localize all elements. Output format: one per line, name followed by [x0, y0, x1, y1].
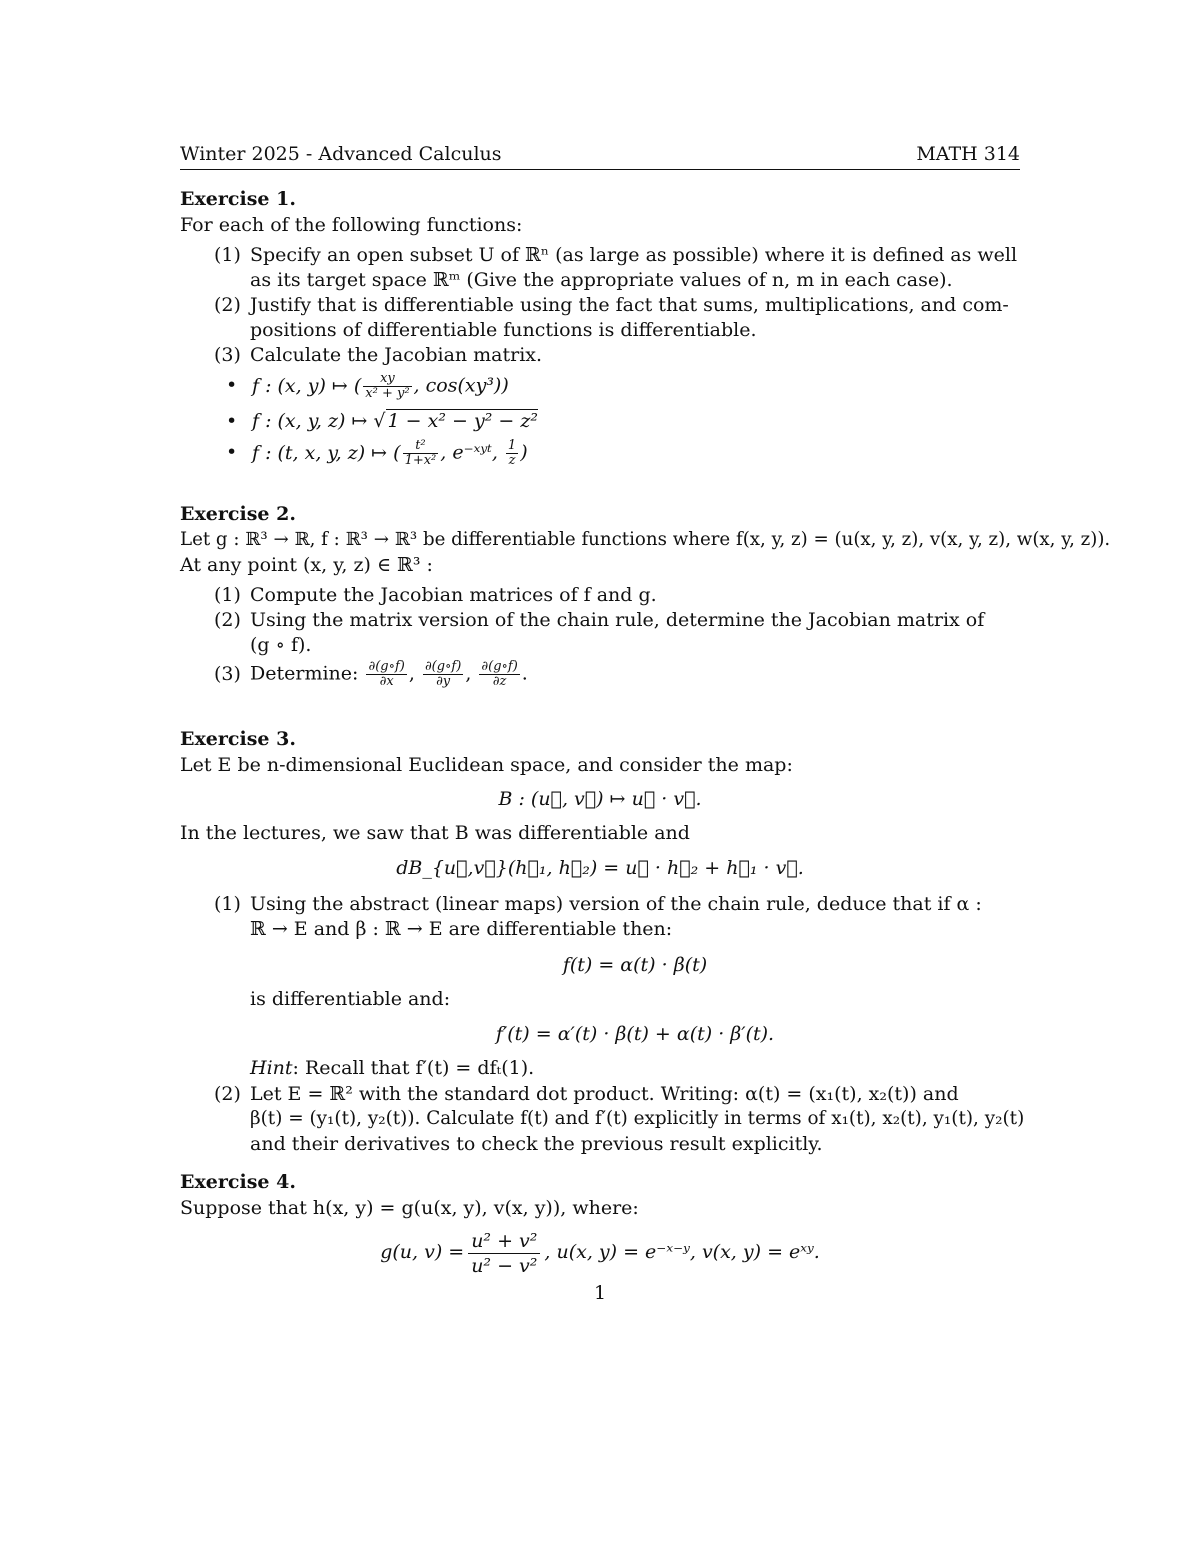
item-number: (1): [214, 584, 241, 606]
exercise-2-item-2: [214, 607, 1200, 633]
item-number: (3): [214, 344, 241, 366]
func-3-denominator: 1+x²: [404, 453, 437, 468]
func-3-numerator-2: 1: [507, 438, 517, 453]
g-denominator: u² − v²: [471, 1254, 538, 1277]
exercise-1-intro: For each of the following functions:: [180, 214, 523, 236]
func-3-fraction-2: [506, 439, 518, 468]
item-number: (2): [214, 1083, 241, 1105]
exercise-1-item-2-cont: positions of differentiable functions is differentiable.: [250, 319, 757, 341]
func-3-suffix: ): [520, 441, 528, 464]
item-text: Specify an open subset U of ℝⁿ (as large as possible) where it is defined as well: [250, 244, 1018, 266]
func-1-denominator: x² + y²: [365, 386, 410, 401]
func-2-radicand: 1 − x² − y² − z²: [387, 410, 538, 432]
exercise-3-item-2: [214, 1081, 1200, 1107]
g-numerator: u² + v²: [468, 1229, 540, 1254]
document-page: [180, 0, 1111, 1553]
item-number: (1): [214, 244, 241, 266]
exercise-1-item-2: [214, 292, 1200, 318]
item-text: Using the abstract (linear maps) version of the chain rule, deduce that if α :: [250, 893, 982, 915]
exercise-2-title: Exercise 2.: [180, 503, 296, 525]
item-number: (3): [214, 662, 241, 685]
page-number: 1: [593, 1282, 607, 1304]
exercise-3-item-1-cont: ℝ → E and β : ℝ → E are differentiable then:: [250, 918, 673, 940]
partial-z-num: ∂(g∘f): [481, 659, 518, 674]
exercise-4-title: Exercise 4.: [180, 1171, 296, 1193]
hint: [250, 1055, 1150, 1081]
exercise-1-item-1-cont: as its target space ℝᵐ (Give the appropriate values of n, m in each case).: [250, 269, 953, 291]
item-number: (1): [214, 893, 241, 915]
func-3-denominator-2: z: [508, 453, 516, 468]
partial-y: [423, 660, 463, 689]
func-3-fraction: [403, 439, 439, 468]
item-text: Calculate the Jacobian matrix.: [250, 344, 543, 366]
partial-x-num: ∂(g∘f): [368, 659, 405, 674]
exercise-3-intro: Let E be n-dimensional Euclidean space, and consider the map:: [180, 754, 793, 776]
bilinear-map-B: B : (u⃗, v⃗) ↦ u⃗ · v⃗.: [498, 788, 702, 810]
func-1-numerator: xy: [363, 372, 411, 387]
exercise-3-lectures: In the lectures, we saw that B was differentiable and: [180, 822, 690, 844]
course-code: MATH 314: [916, 143, 1020, 165]
item-text: Compute the Jacobian matrices of f and g.: [250, 584, 657, 606]
func-3-middle: , e⁻ˣʸᵗ,: [440, 441, 504, 464]
exercise-2-line-2: At any point (x, y, z) ∈ ℝ³ :: [180, 554, 433, 576]
exercise-2-item-2-cont: (g ∘ f).: [250, 634, 312, 656]
function-bullet-1: [228, 372, 509, 401]
exercise-4-intro: Suppose that h(x, y) = g(u(x, y), v(x, y)), where:: [180, 1197, 639, 1219]
partial-z-den: ∂z: [492, 674, 507, 689]
item-number: (2): [214, 609, 241, 631]
page-header: [180, 141, 1020, 170]
func-1-suffix: , cos(xy³)): [413, 374, 509, 397]
func-2-prefix: f : (x, y, z) ↦ √: [252, 410, 386, 432]
differential-dB: dB_{u⃗,v⃗}(h⃗₁, h⃗₂) = u⃗ · h⃗₂ + h⃗₁ · v⃗.: [396, 857, 804, 879]
exercise-3-item-1: [214, 891, 1200, 917]
partial-x-den: ∂x: [379, 674, 394, 689]
equation-f-of-t: f(t) = α(t) · β(t): [562, 954, 708, 976]
partial-y-num: ∂(g∘f): [424, 659, 462, 674]
item-text: Let E = ℝ² with the standard dot product. Writing: α(t) = (x₁(t), x₂(t)) and: [250, 1083, 959, 1105]
item-text: Justify that is differentiable using the fact that sums, multiplications, and com-: [250, 294, 1009, 316]
item-text: Using the matrix version of the chain rule, determine the Jacobian matrix of: [250, 609, 985, 631]
exercise-3-title: Exercise 3.: [180, 728, 296, 750]
hint-text: : Recall that f′(t) = dfₜ(1).: [292, 1057, 535, 1079]
exercise-4-equations: [180, 1228, 1020, 1278]
func-3-prefix: f : (t, x, y, z) ↦ (: [252, 441, 401, 464]
exercise-2-item-1: [214, 582, 1200, 608]
hint-label: Hint: [250, 1057, 293, 1079]
exercise-3-item-2-cont-2: and their derivatives to check the previous result explicitly.: [250, 1133, 823, 1155]
partial-y-den: ∂y: [436, 674, 451, 689]
func-1-prefix: f : (x, y) ↦ (: [252, 374, 362, 397]
exercise-1-item-1: [214, 242, 1200, 268]
func-3-numerator: t²: [403, 439, 439, 454]
g-fraction: [468, 1229, 540, 1278]
function-bullet-3: [228, 439, 528, 468]
partial-x: [366, 660, 406, 689]
course-title: Winter 2025 - Advanced Calculus: [180, 143, 502, 165]
u-v-definitions: , u(x, y) = e⁻ˣ⁻ʸ, v(x, y) = eˣʸ.: [544, 1241, 820, 1263]
exercise-2-item-3: (3) Determine: $\frac{\partial(g\circ f)}{\partial x}$ , $\frac{\partial(g\circ f)}{\partial y}$ , $\frac{\partial(g\circ f)}{\partial z}$ .: [214, 659, 528, 689]
exercise-3-item-2-cont-1: β(t) = (y₁(t), y₂(t)). Calculate f(t) and f′(t) explicitly in terms of x₁(t), x₂(t), y₁(t), y₂(t): [250, 1108, 1025, 1129]
function-bullet-2: [228, 408, 538, 434]
exercise-2-line-1: Let g : ℝ³ → ℝ, f : ℝ³ → ℝ³ be differentiable functions where f(x, y, z) = (u(x, y, z), v(x, y, z), w(x, y, z)).: [180, 529, 1111, 550]
exercise-1-item-3: [214, 342, 1200, 368]
exercise-1-title: Exercise 1.: [180, 188, 296, 210]
item-number: (2): [214, 294, 241, 316]
is-differentiable-text: is differentiable and:: [250, 988, 451, 1010]
equation-f-prime: f′(t) = α′(t) · β(t) + α(t) · β′(t).: [495, 1023, 775, 1045]
g-definition-prefix: g(u, v) =: [380, 1241, 465, 1263]
func-1-fraction: [363, 372, 411, 401]
item-text: Determine:: [250, 662, 365, 685]
partial-z: [479, 660, 519, 689]
